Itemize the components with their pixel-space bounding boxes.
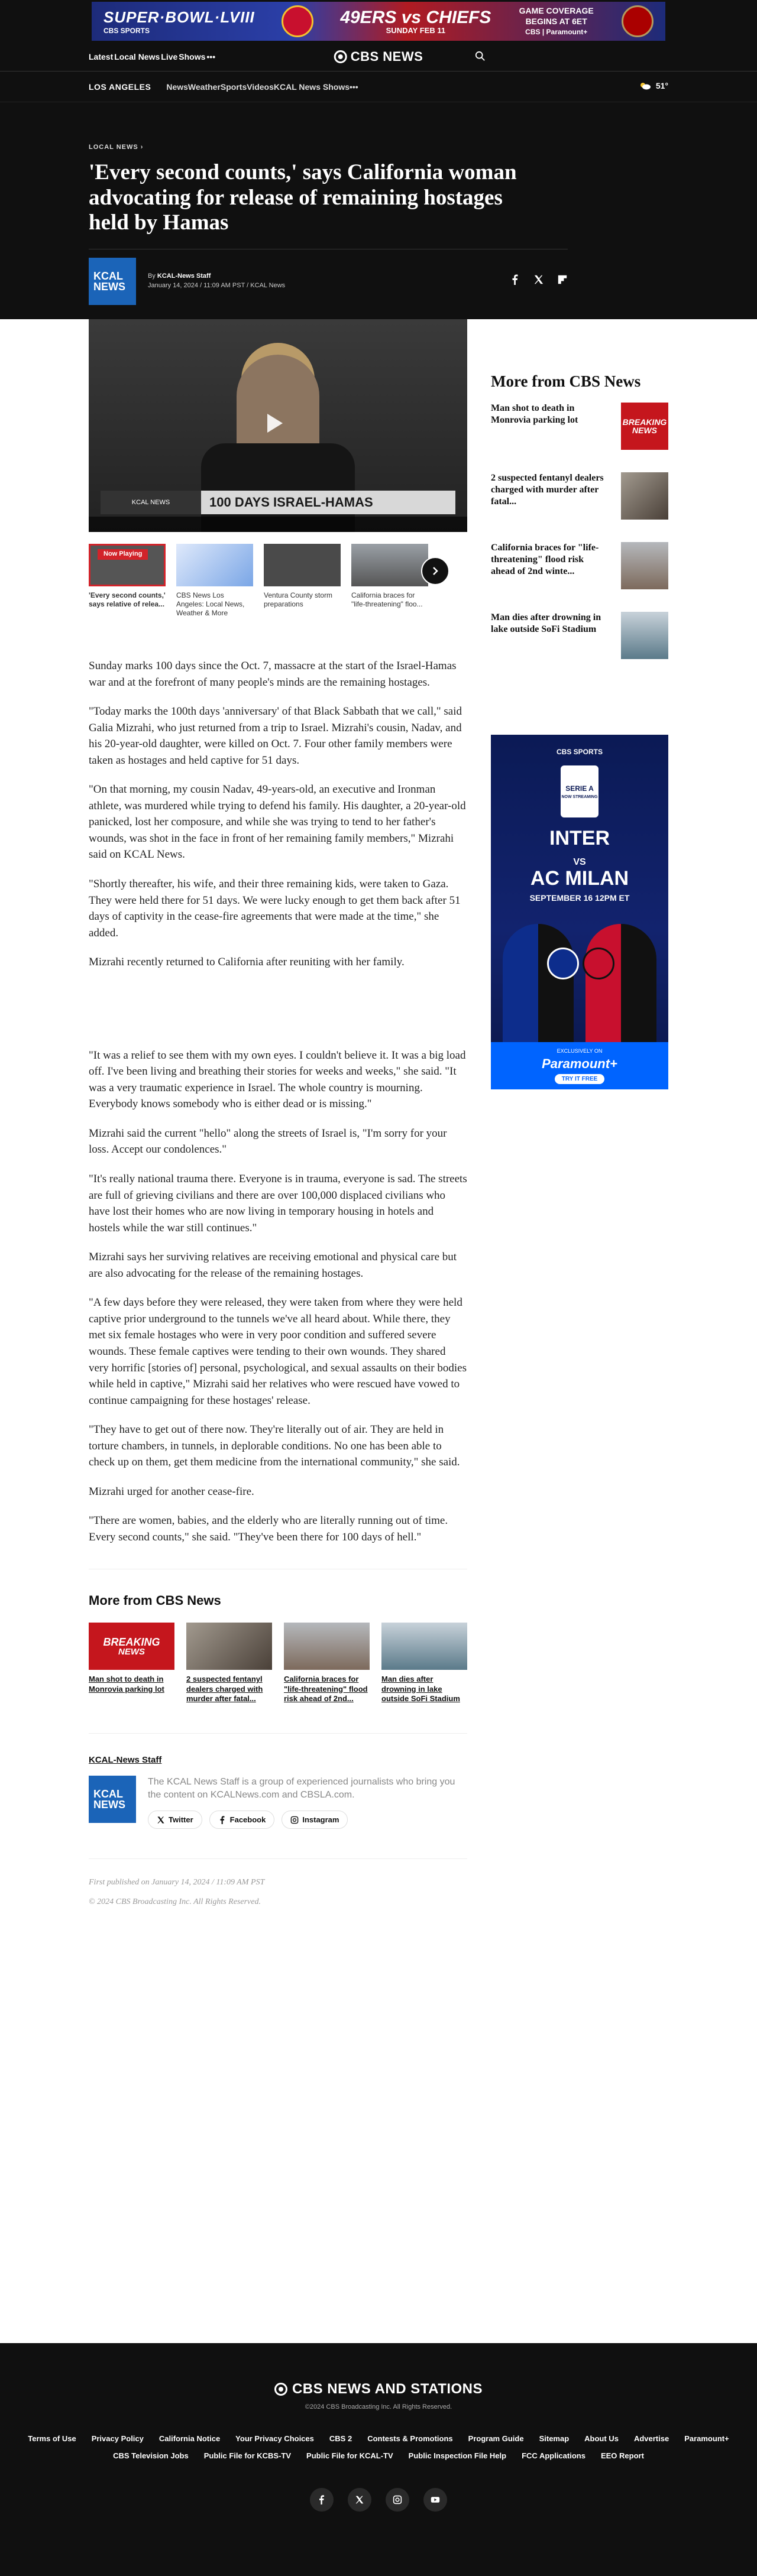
footer-link[interactable]: Public Inspection File Help <box>408 2451 507 2460</box>
main-nav <box>0 43 757 71</box>
city-label[interactable]: LOS ANGELES <box>89 82 151 92</box>
main-column <box>89 319 467 1912</box>
breadcrumb[interactable]: LOCAL NEWS › <box>89 144 144 151</box>
article-paragraph: Mizrahi says her surviving relatives are receiving emotional and physical care but are also advocating for the release of the remaining hostages. <box>89 1251 457 1280</box>
video-playlist <box>89 544 467 618</box>
article-paragraph: "It was a relief to see them with my own eyes. I couldn't believe it. It was a big load off. I've been living and breathing their stories for weeks and weeks," she said. "It was a very traumatic experience in Israel. The whole country is mourning. Everybody knows somebody who is either dead or is missing." <box>89 1049 466 1111</box>
copyright-notice: © 2024 CBS Broadcasting Inc. All Rights Reserved. <box>89 1897 261 1906</box>
playlist-next-button[interactable] <box>421 557 449 585</box>
footer-link[interactable]: CBS Television Jobs <box>113 2451 189 2460</box>
cbs-eye-icon <box>274 2383 287 2396</box>
article-body <box>89 658 467 1545</box>
related-story[interactable]: BREAKING NEWS Man shot to death in Monrovia parking lot <box>89 1623 174 1704</box>
footer-logo[interactable]: CBS NEWS AND STATIONS <box>0 2381 757 2397</box>
article-paragraph: "A few days before they were released, they were taken from where they were held captive prior underground to the tunnels we've all heard about. While there, they met six female hostages who were in very poor condition and suffered severe wounds. These female captives were tending to their own wounds. They shared very horrific [stories of] personal, psychological, and sexual assaults on their bodies while held in captive," Mizrahi said her relatives who were rescued have vowed to continue campaigning for these hostages' release. <box>89 1296 467 1407</box>
footer-link[interactable]: Public File for KCBS-TV <box>203 2451 292 2460</box>
subnav-videos[interactable]: Videos <box>247 82 274 92</box>
x-share-icon[interactable] <box>533 274 544 285</box>
nav-live[interactable]: Live <box>161 52 178 61</box>
local-subnav <box>0 71 757 102</box>
sidebar-story[interactable]: Man dies after drowning in lake outside SoFi Stadium <box>491 612 668 659</box>
sidebar-story[interactable]: 2 suspected fentanyl dealers charged with murder after fatal... <box>491 472 668 520</box>
article-paragraph: Mizrahi said the current "hello" along the streets of Israel is, "I'm sorry for your loss. Accept our condolences." <box>89 1127 447 1156</box>
footer-youtube-link[interactable] <box>423 2488 447 2512</box>
article-paragraph: "There are women, babies, and the elderly who are literally running out of time. Every second counts," she said. "They've been there for 100 days of hell." <box>89 1514 448 1543</box>
first-published: First published on January 14, 2024 / 11:09 AM PST <box>89 1878 265 1887</box>
footer-link[interactable]: Program Guide <box>468 2434 524 2443</box>
more-from-cbs-bottom <box>89 1569 467 1704</box>
related-story[interactable]: California braces for "life-threatening" flood risk ahead of 2nd... <box>284 1623 370 1704</box>
footer-link[interactable]: Terms of Use <box>28 2434 76 2443</box>
top-ad-banner[interactable] <box>0 0 757 43</box>
helmet-49ers-icon <box>282 5 313 37</box>
article-paragraph: "It's really national trauma there. Everyone is in trauma, everyone is sad. The streets are full of grieving civilians and there are over 100,000 displaced civilians who have lost their homes who are now living in temporary housing in hotels and hostels while the war still continues." <box>89 1173 467 1234</box>
sidebar-ad[interactable] <box>491 735 668 1089</box>
footer-social <box>0 2488 757 2512</box>
instagram-icon <box>393 2495 402 2504</box>
footer-links <box>24 2431 733 2464</box>
try-it-free-button[interactable]: TRY IT FREE <box>555 1074 605 1084</box>
publish-info <box>89 1858 467 1911</box>
article-paragraph: "They have to get out of there now. They're literally out of air. They are held in torture chambers, in tunnels, in deplorable conditions. No one has been able to check up on them, get them medicine from the international community," she said. <box>89 1423 460 1469</box>
cloud-sun-icon <box>639 82 651 90</box>
serie-a-logo: SERIE A NOW STREAMING <box>561 765 599 817</box>
helmet-chiefs-icon <box>622 5 654 37</box>
search-icon[interactable] <box>475 51 486 61</box>
subnav-more[interactable]: ••• <box>350 82 358 92</box>
ad-matchup: 49ERS vs CHIEFS SUNDAY FEB 11 <box>340 7 491 35</box>
breaking-news-thumb: BREAKING NEWS <box>621 403 668 450</box>
byline: KCAL NEWS By KCAL-News Staff January 14, 2024 / 11:09 AM PST / KCAL News <box>89 249 568 305</box>
footer-link[interactable]: Contests & Promotions <box>367 2434 453 2443</box>
footer-facebook-link[interactable] <box>310 2488 334 2512</box>
nav-shows[interactable]: Shows <box>179 52 206 61</box>
article-header <box>0 102 757 319</box>
temperature: 51° <box>655 81 668 90</box>
footer-link[interactable]: Privacy Policy <box>91 2434 144 2443</box>
article-paragraph: Mizrahi recently returned to California after reuniting with her family. <box>89 956 405 969</box>
playlist-item[interactable]: Now Playing 'Every second counts,' says relative of relea... <box>89 544 166 618</box>
author-twitter-button[interactable]: Twitter <box>148 1811 202 1829</box>
sidebar-title: More from CBS News <box>491 372 641 390</box>
breaking-news-thumb: BREAKING NEWS <box>89 1623 174 1670</box>
author-instagram-button[interactable]: Instagram <box>282 1811 348 1829</box>
article-paragraph: "Shortly thereafter, his wife, and their three remaining kids, were taken to Gaza. They were held there for 51 days. We were lucky enough to get them back after 51 days of captivity in the cease-fire agreements that were made at the time," she added. <box>89 878 461 939</box>
footer-link[interactable]: Advertise <box>633 2434 669 2443</box>
dateline: January 14, 2024 / 11:09 AM PST / KCAL News <box>148 281 286 289</box>
facebook-icon <box>218 1816 227 1824</box>
video-player[interactable] <box>89 319 467 532</box>
kcal-news-logo: KCAL NEWS <box>89 258 136 305</box>
footer-link[interactable]: Your Privacy Choices <box>235 2434 314 2443</box>
ad-super-bowl: SUPER·BOWL·LVIII CBS SPORTS <box>103 8 255 35</box>
footer-link[interactable]: Sitemap <box>539 2434 570 2443</box>
x-icon <box>157 1816 165 1824</box>
video-lower-third: KCAL NEWS 100 DAYS ISRAEL-HAMAS <box>101 491 455 514</box>
flipboard-share-icon[interactable] <box>557 274 568 285</box>
kcal-news-logo: KCAL NEWS <box>89 1776 136 1823</box>
sidebar-story[interactable]: California braces for "life-threatening" flood risk ahead of 2nd winte... <box>491 542 668 589</box>
footer <box>0 2343 757 2576</box>
section-title: More from CBS News <box>89 1593 221 1608</box>
related-story[interactable]: Man dies after drowning in lake outside SoFi Stadium <box>381 1623 467 1704</box>
ad-matchup: INTER VS AC MILAN <box>530 827 629 890</box>
subnav-shows[interactable]: KCAL News Shows <box>273 82 350 92</box>
inter-crest-icon <box>547 948 579 979</box>
sidebar-story[interactable]: Man shot to death in Monrovia parking lot BREAKING NEWS <box>491 403 668 450</box>
playlist-item[interactable]: Ventura County storm preparations <box>264 544 341 618</box>
ad-coverage: GAME COVERAGE BEGINS AT 6ET CBS | Paramount+ <box>519 6 594 36</box>
cbs-eye-icon <box>334 50 347 63</box>
milan-crest-icon <box>583 948 614 979</box>
footer-copyright: ©2024 CBS Broadcasting Inc. All Rights Reserved. <box>305 2403 452 2410</box>
instagram-icon <box>290 1816 299 1824</box>
facebook-icon <box>317 2495 326 2504</box>
footer-link[interactable]: CBS 2 <box>329 2434 352 2443</box>
article-paragraph: "On that morning, my cousin Nadav, 49-years-old, an executive and Ironman athlete, was murdered while trying to defend his family. His daughter, a 20-year-old panicked, lost her composure, and while she was trying to tend to her father's wounds, was shot in the face in front of her remaining family members," Mizrahi said on KCAL News. <box>89 783 466 861</box>
sidebar <box>491 372 668 682</box>
footer-link[interactable]: About Us <box>584 2434 619 2443</box>
ad-date: SEPTEMBER 16 12PM ET <box>529 893 630 903</box>
footer-link[interactable]: FCC Applications <box>522 2451 585 2460</box>
footer-link[interactable]: EEO Report <box>600 2451 644 2460</box>
footer-link[interactable]: California Notice <box>158 2434 221 2443</box>
subnav-news[interactable]: News <box>166 82 188 92</box>
footer-instagram-link[interactable] <box>386 2488 409 2512</box>
video-controls[interactable] <box>89 517 467 532</box>
weather-widget[interactable] <box>639 81 668 90</box>
related-story[interactable]: 2 suspected fentanyl dealers charged with murder after fatal... <box>186 1623 272 1704</box>
chevron-right-icon <box>431 567 439 575</box>
article-paragraph: Sunday marks 100 days since the Oct. 7, massacre at the start of the Israel-Hamas war and at the forefront of many people's minds are the remaining hostages. <box>89 660 457 689</box>
subnav-sports[interactable]: Sports <box>220 82 247 92</box>
playlist-item[interactable]: CBS News Los Angeles: Local News, Weather & More <box>176 544 253 618</box>
subnav-weather[interactable]: Weather <box>187 82 221 92</box>
facebook-share-icon[interactable] <box>510 274 520 285</box>
page-title: 'Every second counts,' says California woman advocating for release of remaining hostages held by Hamas <box>89 160 517 235</box>
ad-brand: CBS SPORTS <box>556 748 603 756</box>
youtube-icon <box>431 2495 440 2504</box>
article-paragraph: "Today marks the 100th days 'anniversary' of that Black Sabbath that we call," said Galia Mizrahi, who just returned from a trip to Israel. Mizrahi's cousin, Nadav, and his 20-year-old daughter, were killed on Oct. 7. Four other family members were taken as hostages and held captive for 51 days. <box>89 705 462 767</box>
x-icon <box>355 2495 364 2504</box>
paramount-plus-block: EXCLUSIVELY ON Paramount+ TRY IT FREE <box>491 1042 668 1089</box>
footer-link[interactable]: Paramount+ <box>684 2434 729 2443</box>
footer-x-link[interactable] <box>348 2488 371 2512</box>
nav-more[interactable]: ••• <box>206 52 216 61</box>
author-facebook-button[interactable]: Facebook <box>209 1811 275 1829</box>
article-paragraph: Mizrahi urged for another cease-fire. <box>89 1485 254 1498</box>
inline-ad-slot <box>89 984 467 1047</box>
play-icon[interactable] <box>267 414 283 433</box>
author-link[interactable]: KCAL-News Staff <box>157 272 211 280</box>
author-box <box>89 1733 467 1829</box>
share-buttons <box>510 274 568 285</box>
nav-local-news[interactable]: Local News <box>114 52 160 61</box>
nav-latest[interactable]: Latest <box>89 52 114 61</box>
author-name-link[interactable]: KCAL-News Staff <box>89 1755 162 1766</box>
playlist-item[interactable]: California braces for "life-threatening" floo... <box>351 544 428 618</box>
author-bio: The KCAL News Staff is a group of experienced journalists who bring you the content on KCALNews.com and CBSLA.com. <box>148 1777 455 1800</box>
footer-link[interactable]: Public File for KCAL-TV <box>306 2451 393 2460</box>
cbs-news-logo[interactable]: CBS NEWS <box>334 49 423 64</box>
now-playing-badge: Now Playing <box>98 549 148 560</box>
